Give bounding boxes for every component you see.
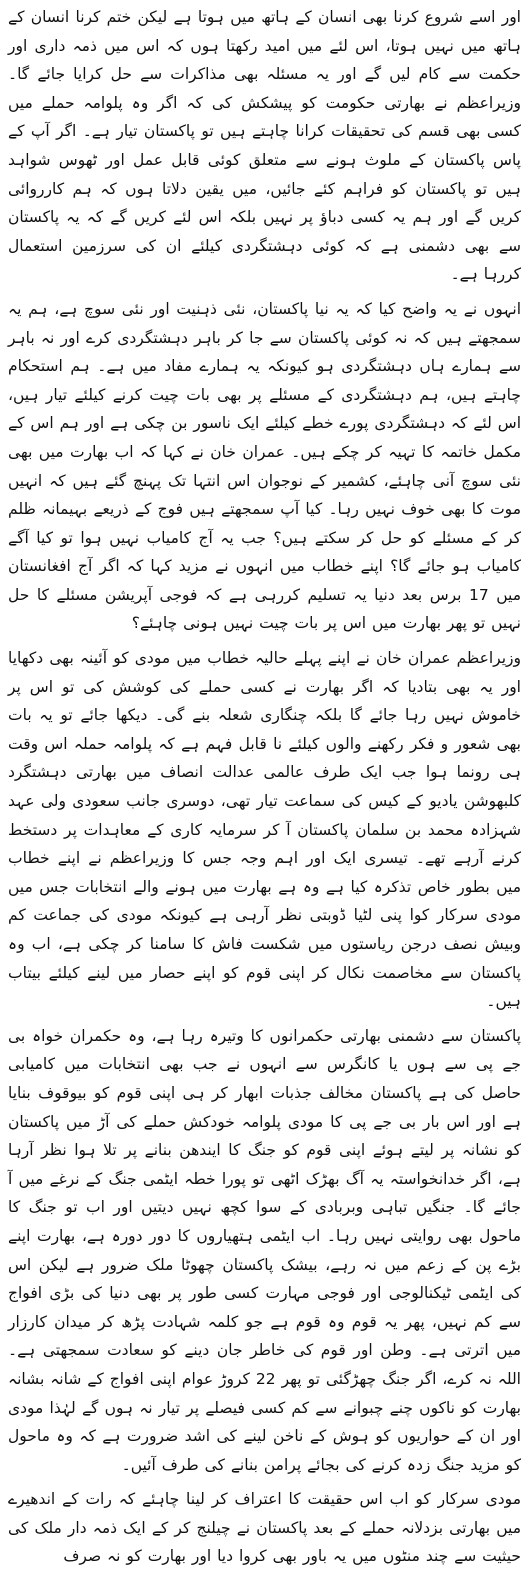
article-paragraph: انہوں نے یہ واضح کیا کہ یہ نیا پاکستان، نئی ذہنیت اور نئی سوچ ہے، ہم یہ سمجھتے ہیں کہ نہ کوئی پاکستان سے جا کر باہر دہشتگردی کرے اور نہ باہر سے ہمارے ہاں دہشتگردی ہو کیونکہ یہ ہمارے مفاد میں ہے۔ ہم استحکام چاہتے ہیں، ہم دہشتگردی کے مسئلے پر بھی بات چیت کرنے کیلئے تیار ہیں، اس لئے کہ دہشتگردی پورے خطے کیلئے ایک ناسور بن چکی ہے اور ہم اس کے مکمل خاتمہ کا تہیہ کر چکے ہیں۔ عمران خان نے کہا کہ اب بھارت میں بھی نئی سوچ آنی چاہئے، کشمیر کے نوجوان اس انتہا تک پہنچ گئے ہیں کہ انہیں موت کا بھی خوف نہیں رہا۔ کیا آپ سمجھتے ہیں فوج کے ذریعے بہیمانہ ظلم کر کے مسئلے کو حل کر سکتے ہیں؟ جب یہ آج کامیاب نہیں ہوا تو کیا آگے کامیاب ہو جائے گا؟ اپنے خطاب میں انہوں نے مزید کہا کہ اگر آج افغانستان میں 17 برس بعد دنیا یہ تسلیم کررہی ہے کہ فوجی آپریشن مسئلے کا حل نہیں تو پھر بھارت میں اس پر بات چیت نہیں ہونی چاہئے؟: [8, 299, 521, 633]
article-paragraph: مودی سرکار کو اب اس حقیقت کا اعتراف کر لینا چاہئے کہ رات کے اندھیرے میں بھارتی بزدلانہ حملے کے بعد پاکستان نے چیلنج کر کے ایک ذمہ دار ملک کی حیثیت سے چند منٹوں میں یہ باور بھی کروا دیا اور بھارت کو نہ صرف: [8, 1490, 521, 1566]
article-paragraph: پاکستان سے دشمنی بھارتی حکمرانوں کا وتیرہ رہا ہے، وہ حکمران خواہ بی جے پی سے ہوں یا کانگرس سے انہوں نے جب بھی انتخابات میں کامیابی حاصل کی ہے پاکستان مخالف جذبات ابھار کر ہی اپنی قوم کو بیوقوف بنایا ہے اور اس بار بی جے پی کا مودی پلوامہ خودکش حملے کی آڑ میں پاکستان کو نشانہ پر لیتے ہوئے اپنی قوم کو جنگ کا ایندھن بنانے پر تلا ہوا نظر آرہا ہے، اگر خدانخواستہ یہ آگ بھڑک اٹھی تو پورا خطہ ایٹمی جنگ کے نرغے میں آ جائے گا۔ جنگیں تباہی وبربادی کے سوا کچھ نہیں دیتیں اور اب تو جنگ کا ماحول بھی روایتی نہیں رہا۔ اب ایٹمی ہتھیاروں کا دور دورہ ہے، بھارت اپنے بڑے پن کے زعم میں نہ رہے، بیشک پاکستان چھوٹا ملک ضرور ہے لیکن اس کی ایٹمی ٹیکنالوجی اور فوجی مہارت کسی طور پر بھی دنیا کی بڑی افواج سے کم نہیں، پھر یہ قوم وہ قوم ہے جو کلمہ شہادت پڑھ کر میدان کارزار میں اترتی ہے۔ وطن اور قوم کی خاطر جان دینے کو سعادت سمجھتی ہے۔ اللہ نہ کرے، اگر جنگ چھڑگئی تو پھر 22 کروڑ عوام اپنی افواج کے شانہ بشانہ بھارت کو ناکوں چنے چبوانے سے کم کسی فیصلے پر تیار نہ ہوں گے لہٰذا مودی اور ان کے حواریوں کو ہوش کے ناخن لینے کی اشد ضرورت ہے کہ وہ ماحول کو مزید جنگ زدہ کرنے کی بجائے پرامن بنانے کی طرف آئیں۔: [8, 1026, 521, 1474]
article-paragraph: وزیراعظم عمران خان نے اپنے پہلے حالیہ خطاب میں مودی کو آئینہ بھی دکھایا اور یہ بھی بتادیا کہ اگر بھارت نے کسی حملے کی کوشش کی تو اس پر خاموش نہیں رہا جائے گا بلکہ چنگاری شعلہ بنے گی۔ دیکھا جائے تو یہ بات بھی شعور و فکر رکھنے والوں کیلئے نا قابل فہم ہے کہ پلوامہ حملہ اس وقت ہی رونما ہوا جب ایک طرف عالمی عدالت انصاف میں بھارتی دہشتگرد کلبھوشن یادیو کے کیس کی سماعت تیار تھی، دوسری جانب سعودی ولی عہد شہزادہ محمد بن سلمان پاکستان آ کر سرمایہ کاری کے معاہدات پر دستخط کرنے آرہے تھے۔ تیسری ایک اور اہم وجہ جس کا وزیراعظم نے اپنے خطاب میں بطور خاص تذکرہ کیا ہے وہ ہے بھارت میں ہونے والے انتخابات جس میں مودی سرکار کوا پنی لٹیا ڈوبتی نظر آرہی ہے کیونکہ مودی کی جماعت کم وبیش نصف درجن ریاستوں میں شکست فاش کا سامنا کر چکی ہے، اب وہ پاکستان سے مخاصمت نکال کر اپنی قوم کو اپنے حصار میں لینے کیلئے بیتاب ہیں۔: [8, 649, 521, 1011]
article-paragraph: اور اسے شروع کرنا بھی انسان کے ہاتھ میں ہوتا ہے لیکن ختم کرنا انسان کے ہاتھ میں نہیں ہوتا، اس لئے میں امید رکھتا ہوں کہ اس میں ذمہ داری اور حکمت سے کام لیں گے اور یہ مسئلہ بھی مذاکرات سے حل کرایا جائے گا۔ وزیراعظم نے بھارتی حکومت کو پیشکش کی کہ اگر وہ پلوامہ حملے میں کسی بھی قسم کی تحقیقات کرانا چاہتے ہیں تو پاکستان تیار ہے۔ اگر آپ کے پاس پاکستان کے ملوث ہونے سے متعلق کوئی قابل عمل اور ٹھوس شواہد ہیں تو پاکستان کو فراہم کئے جائیں، میں یقین دلاتا ہوں کہ ہم کارروائی کریں گے اور ہم یہ کسی دباؤ پر نہیں بلکہ اس لئے کریں گے کہ یہ پاکستان سے بھی دشمنی ہے کہ کوئی دہشتگردی کیلئے ان کی سرزمین استعمال کررہا ہے۔: [8, 8, 521, 284]
